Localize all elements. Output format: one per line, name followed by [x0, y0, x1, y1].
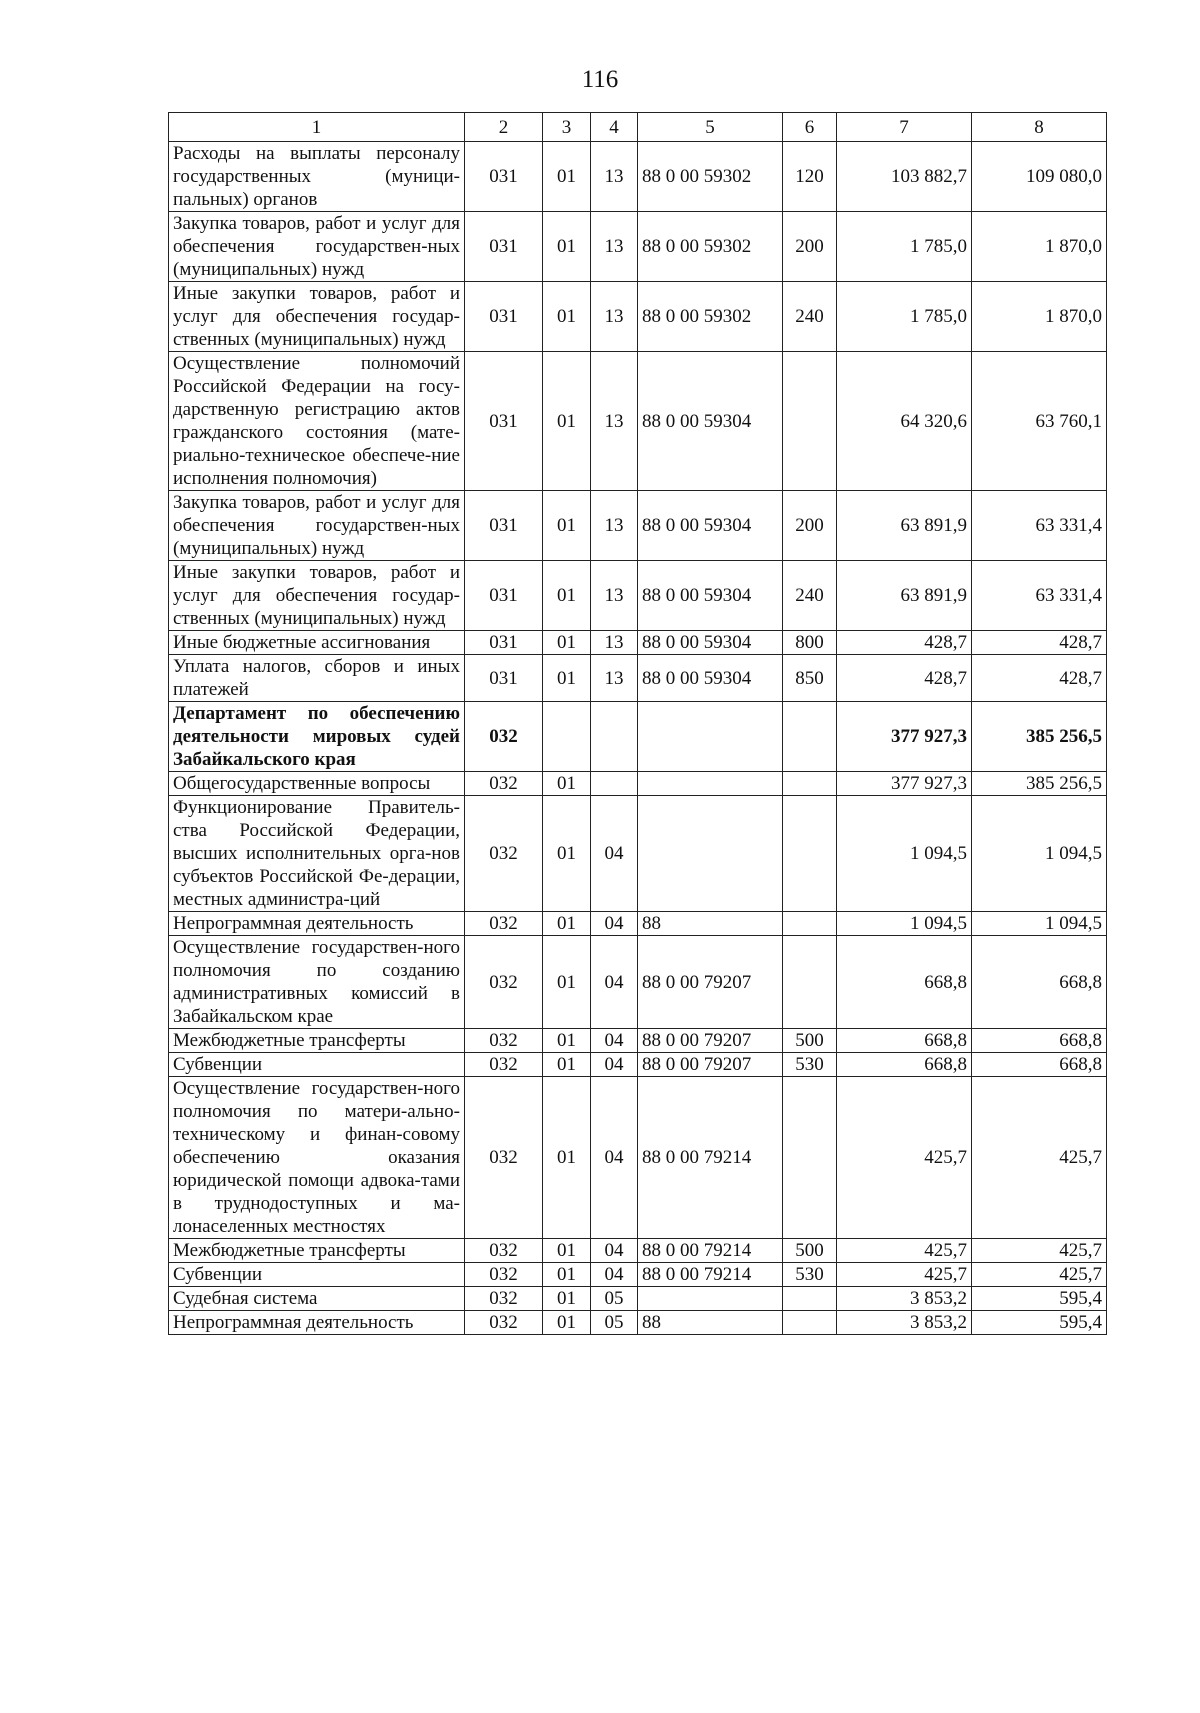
row-ministry-code-cell: 031	[465, 282, 543, 352]
row-amount-year1-cell: 63 891,9	[837, 491, 972, 561]
row-expense-type-cell: 200	[783, 491, 837, 561]
row-name-cell: Уплата налогов, сборов и иных платежей	[169, 655, 465, 702]
row-amount-year2-cell: 1 094,5	[972, 796, 1107, 912]
row-amount-year2-cell: 425,7	[972, 1263, 1107, 1287]
row-section-cell: 01	[543, 1029, 591, 1053]
row-amount-year1-cell: 425,7	[837, 1239, 972, 1263]
row-ministry-code-cell: 032	[465, 702, 543, 772]
table-row	[169, 912, 1107, 936]
row-target-article-cell: 88 0 00 59302	[638, 142, 783, 212]
row-name-cell: Закупка товаров, работ и услуг для обеспечения государствен-ных (муниципальных) нужд	[169, 212, 465, 282]
row-amount-year1-cell: 377 927,3	[837, 702, 972, 772]
row-ministry-code-cell: 031	[465, 352, 543, 491]
row-ministry-code-cell: 032	[465, 912, 543, 936]
row-target-article-cell: 88 0 00 59304	[638, 352, 783, 491]
table-row	[169, 1311, 1107, 1335]
row-amount-year2-cell: 668,8	[972, 1029, 1107, 1053]
row-section-cell: 01	[543, 772, 591, 796]
row-amount-year2-cell: 1 094,5	[972, 912, 1107, 936]
table-row	[169, 1053, 1107, 1077]
row-ministry-code-cell: 031	[465, 655, 543, 702]
row-section-cell: 01	[543, 796, 591, 912]
row-ministry-code-cell: 032	[465, 772, 543, 796]
row-name-cell: Иные закупки товаров, работ и услуг для обеспечения государ-ственных (муниципальных) нужд	[169, 561, 465, 631]
table-row	[169, 561, 1107, 631]
row-amount-year2-cell: 595,4	[972, 1311, 1107, 1335]
row-subsection-cell: 13	[591, 282, 638, 352]
table-row	[169, 655, 1107, 702]
row-section-cell	[543, 702, 591, 772]
row-amount-year1-cell: 1 094,5	[837, 796, 972, 912]
row-ministry-code-cell: 032	[465, 936, 543, 1029]
row-ministry-code-cell: 031	[465, 212, 543, 282]
row-expense-type-cell	[783, 1287, 837, 1311]
row-ministry-code-cell: 031	[465, 631, 543, 655]
row-name-cell: Межбюджетные трансферты	[169, 1239, 465, 1263]
row-expense-type-cell: 200	[783, 212, 837, 282]
row-subsection-cell: 04	[591, 912, 638, 936]
row-name-cell: Осуществление государствен-ного полномочия по созданию административных комиссий в Забайкальском крае	[169, 936, 465, 1029]
row-ministry-code-cell: 031	[465, 142, 543, 212]
row-subsection-cell: 13	[591, 491, 638, 561]
row-subsection-cell	[591, 702, 638, 772]
row-target-article-cell: 88	[638, 912, 783, 936]
row-amount-year2-cell: 385 256,5	[972, 702, 1107, 772]
row-subsection-cell: 04	[591, 1029, 638, 1053]
table-row	[169, 1077, 1107, 1239]
row-section-cell: 01	[543, 1077, 591, 1239]
row-ministry-code-cell: 032	[465, 1029, 543, 1053]
row-subsection-cell: 04	[591, 1077, 638, 1239]
row-ministry-code-cell: 032	[465, 1311, 543, 1335]
table-row	[169, 352, 1107, 491]
row-expense-type-cell: 850	[783, 655, 837, 702]
table-row	[169, 1287, 1107, 1311]
row-subsection-cell: 05	[591, 1287, 638, 1311]
row-name-cell: Непрограммная деятельность	[169, 912, 465, 936]
row-section-cell: 01	[543, 655, 591, 702]
row-amount-year1-cell: 1 785,0	[837, 282, 972, 352]
row-amount-year2-cell: 425,7	[972, 1239, 1107, 1263]
row-ministry-code-cell: 031	[465, 561, 543, 631]
row-subsection-cell: 05	[591, 1311, 638, 1335]
row-name-cell: Функционирование Правитель-ства Российской Федерации, высших исполнительных орга-нов субъектов Российской Фе-дерации, местных администра-ций	[169, 796, 465, 912]
row-name-cell: Иные бюджетные ассигнования	[169, 631, 465, 655]
row-amount-year1-cell: 3 853,2	[837, 1287, 972, 1311]
row-target-article-cell: 88 0 00 59304	[638, 631, 783, 655]
header-col-3: 3	[543, 113, 591, 142]
row-amount-year2-cell: 385 256,5	[972, 772, 1107, 796]
table-row	[169, 1263, 1107, 1287]
row-subsection-cell: 04	[591, 1263, 638, 1287]
row-amount-year1-cell: 668,8	[837, 1029, 972, 1053]
row-ministry-code-cell: 032	[465, 1263, 543, 1287]
row-subsection-cell: 13	[591, 561, 638, 631]
row-name-cell: Осуществление государствен-ного полномочия по матери-ально-техническому и финан-совому обеспечению оказания юридической помощи адвока-тами в труднодоступных и ма-лонаселенных местностях	[169, 1077, 465, 1239]
row-amount-year1-cell: 425,7	[837, 1263, 972, 1287]
row-expense-type-cell: 800	[783, 631, 837, 655]
row-subsection-cell: 13	[591, 352, 638, 491]
row-amount-year1-cell: 64 320,6	[837, 352, 972, 491]
row-target-article-cell: 88 0 00 59302	[638, 212, 783, 282]
row-amount-year2-cell: 109 080,0	[972, 142, 1107, 212]
row-target-article-cell: 88	[638, 1311, 783, 1335]
row-section-cell: 01	[543, 1311, 591, 1335]
table-row	[169, 212, 1107, 282]
row-subsection-cell: 04	[591, 1053, 638, 1077]
row-amount-year1-cell: 1 094,5	[837, 912, 972, 936]
table-row	[169, 1239, 1107, 1263]
row-expense-type-cell	[783, 936, 837, 1029]
header-col-5: 5	[638, 113, 783, 142]
row-ministry-code-cell: 032	[465, 796, 543, 912]
row-expense-type-cell	[783, 1311, 837, 1335]
row-expense-type-cell: 530	[783, 1263, 837, 1287]
row-name-cell: Закупка товаров, работ и услуг для обеспечения государствен-ных (муниципальных) нужд	[169, 491, 465, 561]
row-target-article-cell: 88 0 00 79207	[638, 1053, 783, 1077]
row-name-cell: Расходы на выплаты персоналу государственных (муници-пальных) органов	[169, 142, 465, 212]
row-target-article-cell	[638, 1287, 783, 1311]
row-name-cell: Иные закупки товаров, работ и услуг для обеспечения государ-ственных (муниципальных) нужд	[169, 282, 465, 352]
row-amount-year1-cell: 1 785,0	[837, 212, 972, 282]
row-amount-year1-cell: 377 927,3	[837, 772, 972, 796]
row-expense-type-cell: 500	[783, 1029, 837, 1053]
header-row	[169, 113, 1107, 142]
row-amount-year1-cell: 428,7	[837, 631, 972, 655]
row-amount-year2-cell: 425,7	[972, 1077, 1107, 1239]
row-subsection-cell: 04	[591, 796, 638, 912]
row-expense-type-cell	[783, 702, 837, 772]
row-section-cell: 01	[543, 142, 591, 212]
table-row	[169, 936, 1107, 1029]
row-section-cell: 01	[543, 282, 591, 352]
row-section-cell: 01	[543, 212, 591, 282]
row-target-article-cell: 88 0 00 79214	[638, 1263, 783, 1287]
row-ministry-code-cell: 032	[465, 1077, 543, 1239]
row-expense-type-cell	[783, 1077, 837, 1239]
row-expense-type-cell: 500	[783, 1239, 837, 1263]
row-section-cell: 01	[543, 1263, 591, 1287]
row-expense-type-cell	[783, 772, 837, 796]
row-expense-type-cell	[783, 352, 837, 491]
row-subsection-cell: 04	[591, 1239, 638, 1263]
table-row	[169, 702, 1107, 772]
row-amount-year2-cell: 63 331,4	[972, 491, 1107, 561]
row-amount-year1-cell: 425,7	[837, 1077, 972, 1239]
row-amount-year2-cell: 63 760,1	[972, 352, 1107, 491]
row-amount-year1-cell: 63 891,9	[837, 561, 972, 631]
budget-table	[168, 112, 1107, 1335]
header-col-8: 8	[972, 113, 1107, 142]
row-amount-year2-cell: 595,4	[972, 1287, 1107, 1311]
row-ministry-code-cell: 031	[465, 491, 543, 561]
row-amount-year2-cell: 668,8	[972, 1053, 1107, 1077]
header-col-4: 4	[591, 113, 638, 142]
row-expense-type-cell	[783, 912, 837, 936]
header-col-2: 2	[465, 113, 543, 142]
row-subsection-cell: 13	[591, 212, 638, 282]
row-subsection-cell: 13	[591, 631, 638, 655]
row-target-article-cell: 88 0 00 79207	[638, 1029, 783, 1053]
table-row	[169, 796, 1107, 912]
row-target-article-cell: 88 0 00 59304	[638, 491, 783, 561]
row-subsection-cell: 04	[591, 936, 638, 1029]
header-col-6: 6	[783, 113, 837, 142]
row-section-cell: 01	[543, 631, 591, 655]
row-expense-type-cell	[783, 796, 837, 912]
row-section-cell: 01	[543, 1239, 591, 1263]
row-section-cell: 01	[543, 1287, 591, 1311]
row-name-cell: Непрограммная деятельность	[169, 1311, 465, 1335]
row-name-cell: Субвенции	[169, 1263, 465, 1287]
row-amount-year2-cell: 1 870,0	[972, 282, 1107, 352]
header-col-1: 1	[169, 113, 465, 142]
table-row	[169, 1029, 1107, 1053]
row-amount-year2-cell: 428,7	[972, 655, 1107, 702]
row-amount-year2-cell: 1 870,0	[972, 212, 1107, 282]
row-subsection-cell: 13	[591, 655, 638, 702]
row-ministry-code-cell: 032	[465, 1239, 543, 1263]
table-row	[169, 491, 1107, 561]
row-subsection-cell	[591, 772, 638, 796]
row-name-cell: Субвенции	[169, 1053, 465, 1077]
row-target-article-cell	[638, 796, 783, 912]
row-name-cell: Общегосударственные вопросы	[169, 772, 465, 796]
row-section-cell: 01	[543, 352, 591, 491]
table-row	[169, 142, 1107, 212]
row-amount-year1-cell: 103 882,7	[837, 142, 972, 212]
row-target-article-cell: 88 0 00 59304	[638, 561, 783, 631]
row-amount-year1-cell: 668,8	[837, 1053, 972, 1077]
row-subsection-cell: 13	[591, 142, 638, 212]
row-name-cell: Межбюджетные трансферты	[169, 1029, 465, 1053]
row-expense-type-cell: 240	[783, 282, 837, 352]
row-target-article-cell: 88 0 00 79214	[638, 1239, 783, 1263]
row-expense-type-cell: 530	[783, 1053, 837, 1077]
row-amount-year2-cell: 668,8	[972, 936, 1107, 1029]
table-row	[169, 282, 1107, 352]
row-section-cell: 01	[543, 912, 591, 936]
row-amount-year1-cell: 668,8	[837, 936, 972, 1029]
row-target-article-cell: 88 0 00 59304	[638, 655, 783, 702]
row-name-cell: Судебная система	[169, 1287, 465, 1311]
row-section-cell: 01	[543, 1053, 591, 1077]
row-ministry-code-cell: 032	[465, 1287, 543, 1311]
row-target-article-cell: 88 0 00 79207	[638, 936, 783, 1029]
table-row	[169, 631, 1107, 655]
row-section-cell: 01	[543, 561, 591, 631]
row-name-cell: Осуществление полномочий Российской Федерации на госу-дарственную регистрацию актов гражданского состояния (мате-риально-техническое обеспече-ние исполнения полномочия)	[169, 352, 465, 491]
row-target-article-cell: 88 0 00 59302	[638, 282, 783, 352]
row-amount-year1-cell: 3 853,2	[837, 1311, 972, 1335]
row-target-article-cell: 88 0 00 79214	[638, 1077, 783, 1239]
row-ministry-code-cell: 032	[465, 1053, 543, 1077]
row-amount-year1-cell: 428,7	[837, 655, 972, 702]
table-row	[169, 772, 1107, 796]
row-name-cell: Департамент по обеспечению деятельности мировых судей Забайкальского края	[169, 702, 465, 772]
row-expense-type-cell: 240	[783, 561, 837, 631]
row-target-article-cell	[638, 772, 783, 796]
row-section-cell: 01	[543, 491, 591, 561]
row-target-article-cell	[638, 702, 783, 772]
row-section-cell: 01	[543, 936, 591, 1029]
row-amount-year2-cell: 63 331,4	[972, 561, 1107, 631]
header-col-7: 7	[837, 113, 972, 142]
row-expense-type-cell: 120	[783, 142, 837, 212]
row-amount-year2-cell: 428,7	[972, 631, 1107, 655]
page-number: 116	[581, 66, 619, 93]
